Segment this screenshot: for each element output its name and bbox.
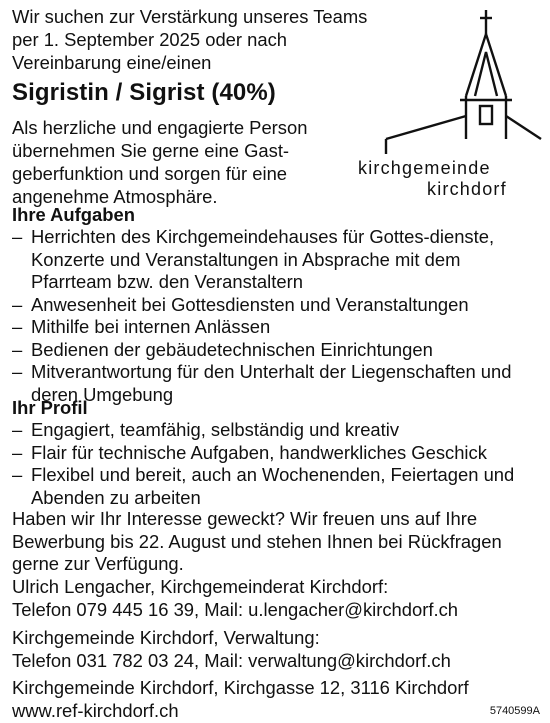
logo-text-kirchdorf: kirchdorf: [427, 179, 507, 199]
list-item: – Mitverantwortung für den Unterhalt der Liegenschaften und deren Umgebung: [12, 361, 512, 405]
contact-details: Telefon 079 445 16 39, Mail: u.lengacher@kirchdorf.ch: [12, 598, 459, 620]
aufgaben-list: [12, 226, 540, 406]
profil-list: [12, 419, 540, 509]
address-line: Kirchgemeinde Kirchdorf, Kirchgasse 12, 3116 Kirchdorf: [12, 677, 469, 698]
aufgaben-heading: Ihre Aufgaben: [12, 204, 135, 225]
list-item: – Anwesenheit bei Gottesdiensten und Veranstaltungen: [12, 293, 469, 315]
closing-text: Haben wir Ihr Interesse geweckt? Wir freuen uns auf Ihre Bewerbung bis 22. August und stehen Ihnen bei Rückfragen gerne zur Verfügung.: [12, 508, 502, 574]
reference-number: 5740599A: [489, 705, 540, 717]
list-item: – Engagiert, teamfähig, selbständig und kreativ: [12, 419, 400, 440]
contact-name: Kirchgemeinde Kirchdorf, Verwaltung:: [12, 627, 320, 648]
aufgaben-section: [12, 203, 540, 406]
contact-details: Telefon 031 782 03 24, Mail: verwaltung@kirchdorf.ch: [12, 649, 451, 671]
list-item: – Herrichten des Kirchgemeindehauses für Gottes-dienste, Konzerte und Veranstaltungen in Absprache mit dem Pfarrteam bzw. den Veranstaltern: [12, 226, 495, 292]
contact-verwaltung: [12, 627, 542, 672]
list-item: – Flexibel und bereit, auch an Wochenenden, Feiertagen und Abenden zu arbeiten: [12, 464, 515, 508]
profil-heading: Ihr Profil: [12, 397, 88, 418]
profil-section: [12, 396, 540, 509]
logo-text-kirchgemeinde: kirchgemeinde: [358, 158, 491, 178]
contact-lengacher: [12, 576, 542, 621]
list-item: – Mithilfe bei internen Anlässen: [12, 316, 271, 337]
intro-text: Wir suchen zur Verstärkung unseres Teams per 1. September 2025 oder nach Vereinbarung eine/einen: [12, 6, 368, 73]
list-item: – Bedienen der gebäudetechnischen Einrichtungen: [12, 338, 433, 360]
job-title: Sigristin / Sigrist (40%): [12, 79, 276, 106]
job-description: Als herzliche und engagierte Person übernehmen Sie gerne eine Gast-geberfunktion und sorgen für eine angenehme Atmosphäre.: [12, 117, 308, 207]
address-block: [12, 677, 542, 722]
contact-name: Ulrich Lengacher, Kirchgemeinderat Kirchdorf:: [12, 576, 389, 597]
list-item: – Flair für technische Aufgaben, handwerkliches Geschick: [12, 441, 487, 463]
website-link[interactable]: www.ref-kirchdorf.ch: [12, 699, 179, 721]
